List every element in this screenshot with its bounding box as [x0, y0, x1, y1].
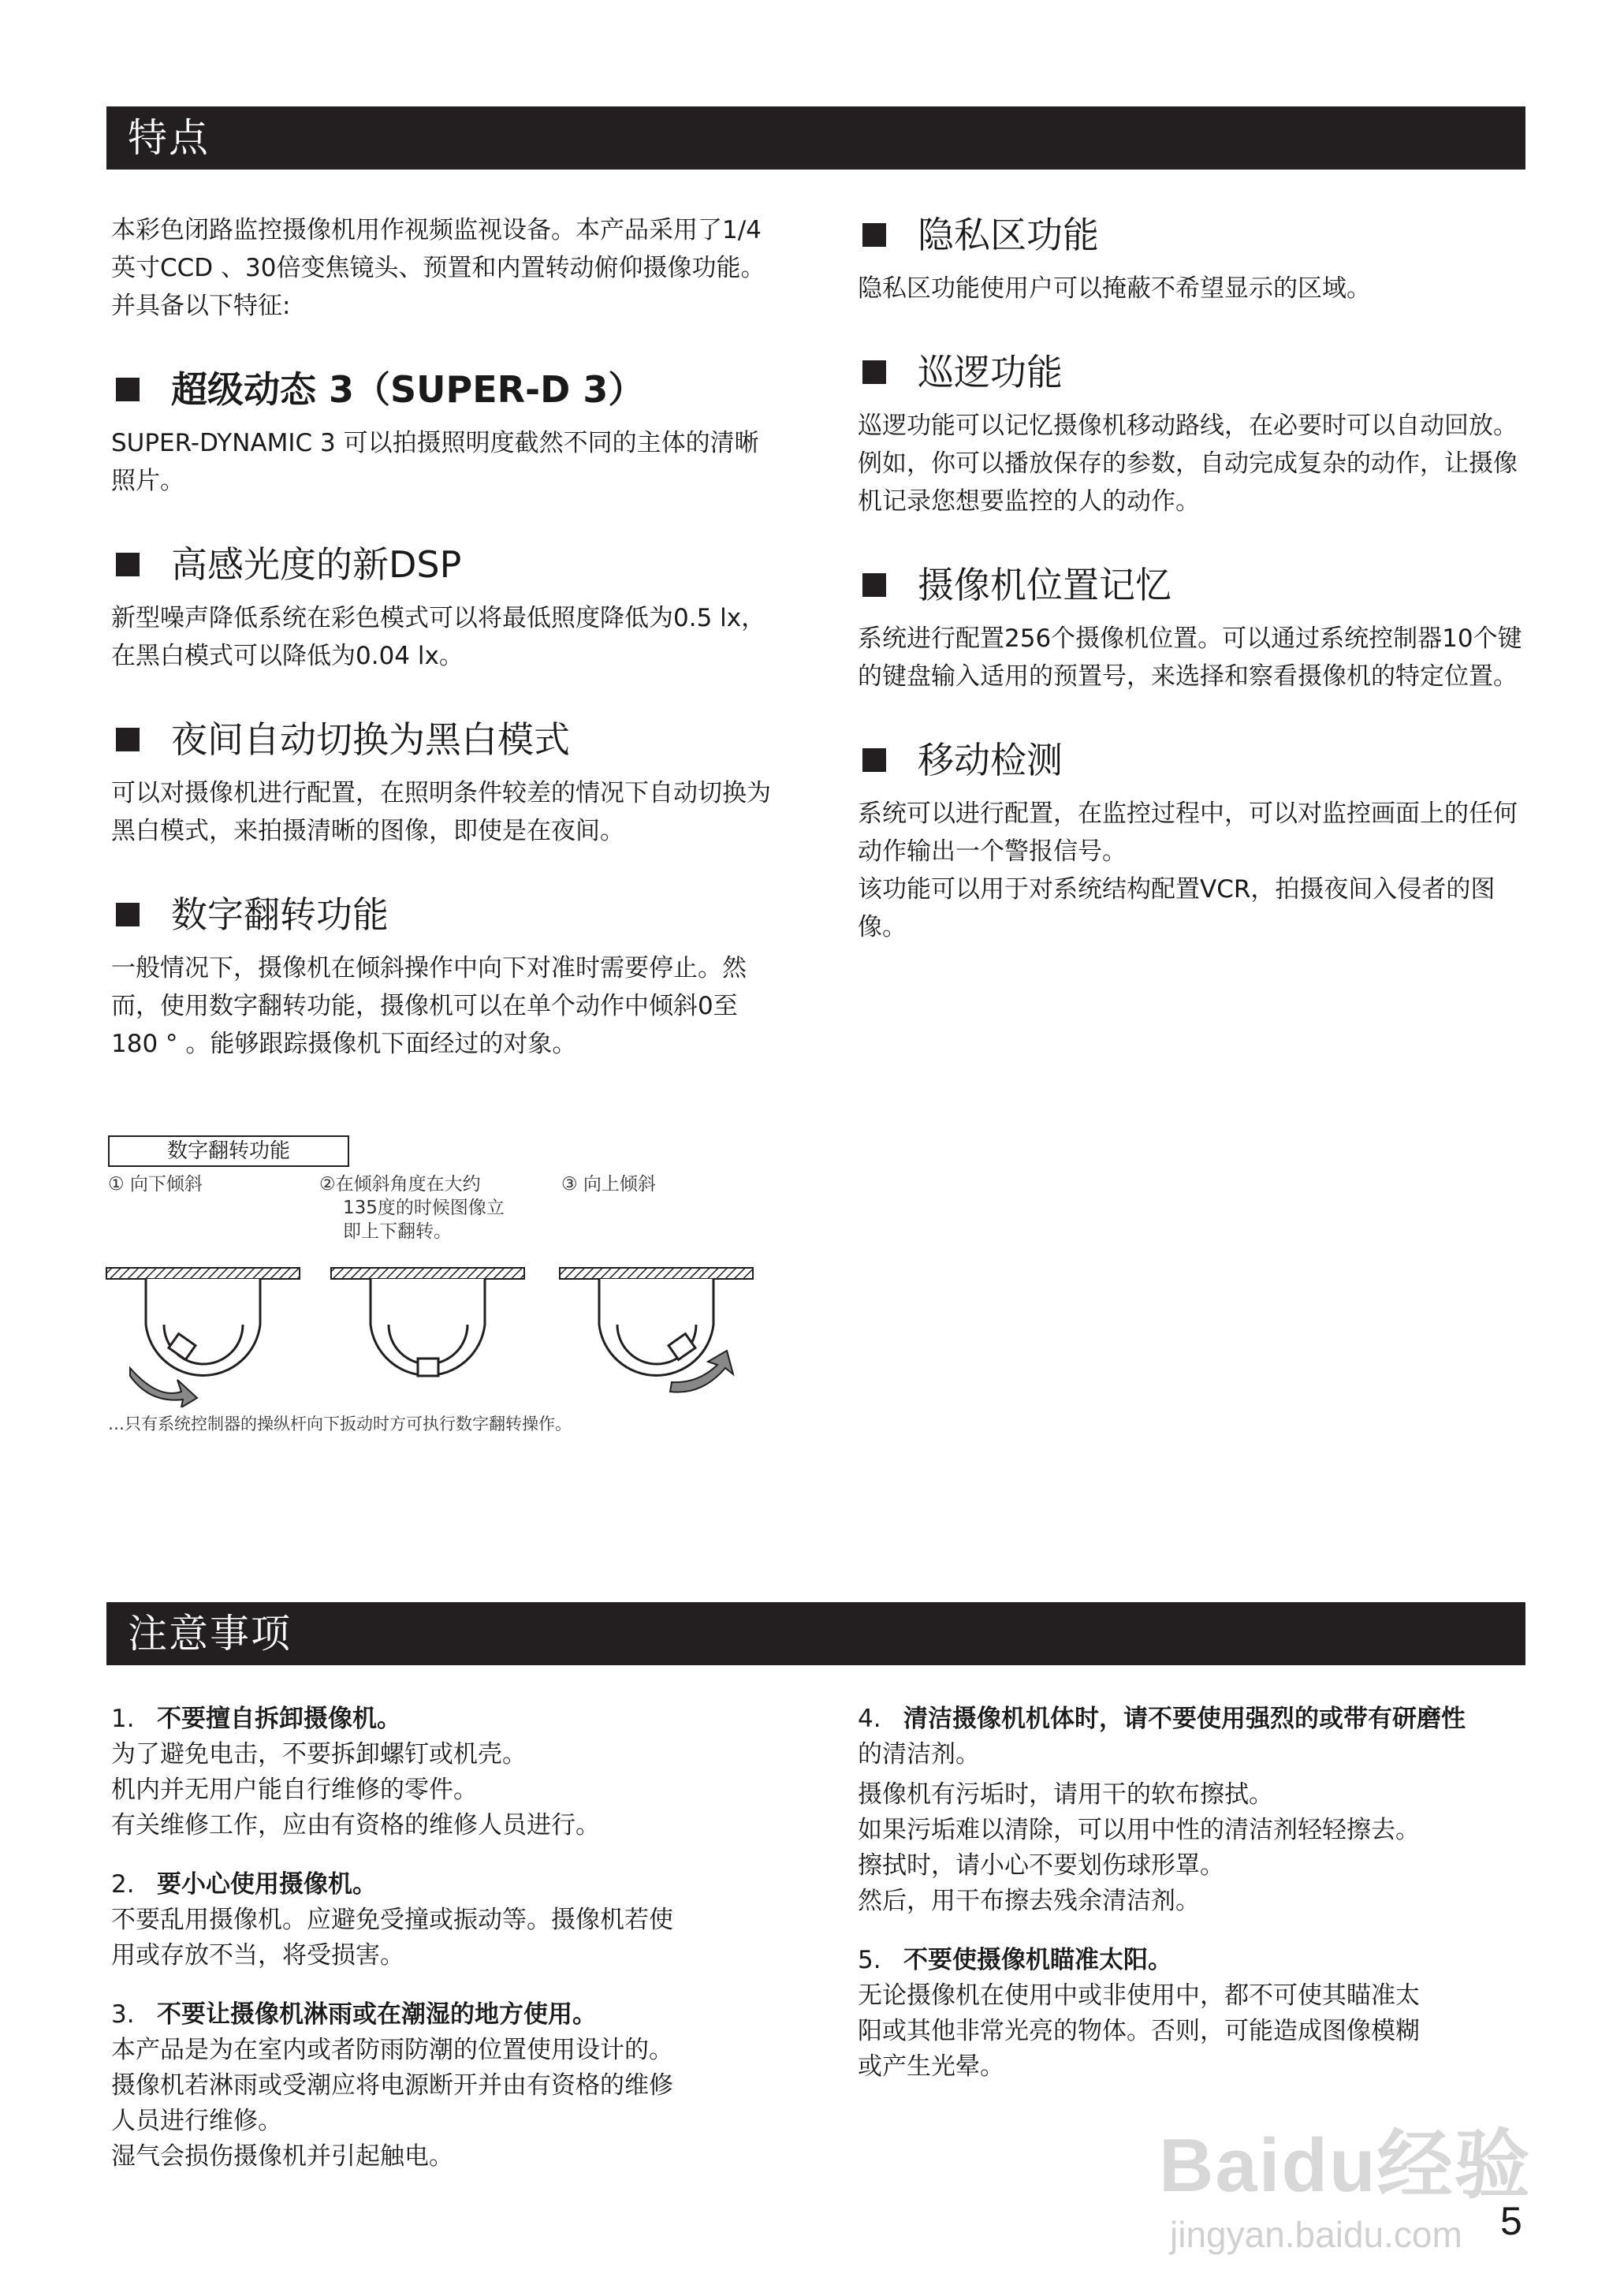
watermark-url: jingyan.baidu.com: [1170, 2214, 1462, 2255]
figure-label-box: 数字翻转功能: [108, 1135, 349, 1167]
precautions-section-title: 注意事项: [106, 1602, 1525, 1665]
baidu-watermark: [1159, 2105, 1532, 2256]
feature-heading-patrol: 巡逻功能: [858, 348, 1528, 396]
precaution-item-1: 1. 不要擅自拆卸摄像机。 为了避免电击，不要拆卸螺钉或机壳。 机内并无用户能自行维修的零件。 有关维修工作，应由有资格的维修人员进行。: [111, 1705, 600, 1839]
feature-body-super-d3: SUPER-DYNAMIC 3 可以拍摄照明度截然不同的主体的清晰照片。: [111, 429, 759, 495]
feature-heading-dsp: 高感光度的新DSP: [111, 541, 781, 588]
bullet-square-icon: [116, 378, 140, 401]
camera-tilt-down-illustration: [106, 1268, 300, 1407]
feature-heading-super-d3: 超级动态 3（SUPER-D 3）: [111, 366, 781, 413]
precaution-item-5: 5. 不要使摄像机瞄准太阳。 无论摄像机在使用中或非使用中，都不可使其瞄准太 阳或其他非常光亮的物体。否则，可能造成图像模糊 或产生光晕。: [858, 1946, 1420, 2081]
features-right-column: [858, 211, 1528, 946]
bullet-square-icon: [862, 360, 886, 384]
camera-tilt-up-illustration: [560, 1268, 753, 1392]
feature-body-motion-detection-2: 该功能可以用于对系统结构配置VCR，拍摄夜间入侵者的图像。: [858, 875, 1495, 941]
feature-heading-digital-flip: 数字翻转功能: [111, 891, 781, 938]
feature-body-motion-detection: 系统可以进行配置，在监控过程中，可以对监控画面上的任何动作输出一个警报信号。: [858, 800, 1518, 866]
precaution-item-2: 2. 要小心使用摄像机。 不要乱用摄像机。应避免受撞或振动等。摄像机若使 用或存放不当，将受损害。: [111, 1870, 673, 1970]
feature-body-position-memory: 系统进行配置256个摄像机位置。可以通过系统控制器10个键的键盘输入适用的预置号，来选择和察看摄像机的特定位置。: [858, 624, 1522, 691]
bullet-square-icon: [862, 573, 886, 597]
feature-body-patrol: 巡逻功能可以记忆摄像机移动路线，在必要时可以自动回放。例如，你可以播放保存的参数，自动完成复杂的动作，让摄像机记录您想要监控的人的动作。: [858, 412, 1518, 516]
precautions-right-list: [858, 1702, 1528, 2085]
camera-flip-illustration: [331, 1268, 524, 1376]
bullet-square-icon: [116, 903, 140, 926]
feature-heading-position-memory: 摄像机位置记忆: [858, 561, 1528, 609]
precaution-item-3: 3. 不要让摄像机淋雨或在潮湿的地方使用。 本产品是为在室内或者防雨防潮的位置使用设计的。 摄像机若淋雨或受潮应将电源断开并由有资格的维修 人员进行维修。 湿气会损伤摄像机并引起触电。: [111, 2000, 673, 2171]
feature-heading-privacy-zone: 隐私区功能: [858, 211, 1528, 259]
feature-heading-night-mode: 夜间自动切换为黑白模式: [111, 716, 781, 763]
page-number: 5: [1500, 2199, 1522, 2243]
feature-body-privacy-zone: 隐私区功能使用户可以掩蔽不希望显示的区域。: [858, 274, 1371, 303]
figure-footnote: …只有系统控制器的操纵杆向下扳动时方可执行数字翻转操作。: [108, 1414, 572, 1433]
bullet-square-icon: [862, 748, 886, 772]
figure-step-2: ②在倾斜角度在大约 135度的时候图像立 即上下翻转。: [319, 1174, 505, 1242]
bullet-square-icon: [116, 553, 140, 576]
feature-heading-motion-detection: 移动检测: [858, 736, 1528, 784]
feature-body-dsp: 新型噪声降低系统在彩色模式可以将最低照度降低为0.5 lx，在黑白模式可以降低为0.04 lx。: [111, 604, 766, 670]
precautions-left-list: [111, 1702, 781, 2175]
features-left-column: [111, 211, 781, 1063]
intro-paragraph: 本彩色闭路监控摄像机用作视频监视设备。本产品采用了1/4 英寸CCD 、30倍变焦镜头、预置和内置转动俯仰摄像功能。并具备以下特征:: [111, 216, 765, 320]
figure-step-1: ① 向下倾斜: [108, 1174, 203, 1195]
watermark-brand: Baidu经验: [1159, 2123, 1532, 2208]
feature-body-digital-flip: 一般情况下，摄像机在倾斜操作中向下对准时需要停止。然而，使用数字翻转功能，摄像机可以在单个动作中倾斜0至180 ° 。能够跟踪摄像机下面经过的对象。: [111, 954, 747, 1058]
feature-body-night-mode: 可以对摄像机进行配置，在照明条件较差的情况下自动切换为黑白模式，来拍摄清晰的图像，即使是在夜间。: [111, 779, 771, 845]
bullet-square-icon: [862, 223, 886, 247]
bullet-square-icon: [116, 728, 140, 751]
digital-flip-diagram: [102, 1250, 804, 1407]
features-section-title: 特点: [106, 106, 1525, 170]
figure-step-3: ③ 向上倾斜: [561, 1174, 656, 1195]
precaution-item-4: 4. 清洁摄像机机体时，请不要使用强烈的或带有研磨性 的清洁剂。 摄像机有污垢时，请用干的软布擦拭。 如果污垢难以清除，可以用中性的清洁剂轻轻擦去。 擦拭时，请小心不要划伤球形罩。 然后，用干布擦去残余清洁剂。: [858, 1705, 1466, 1915]
